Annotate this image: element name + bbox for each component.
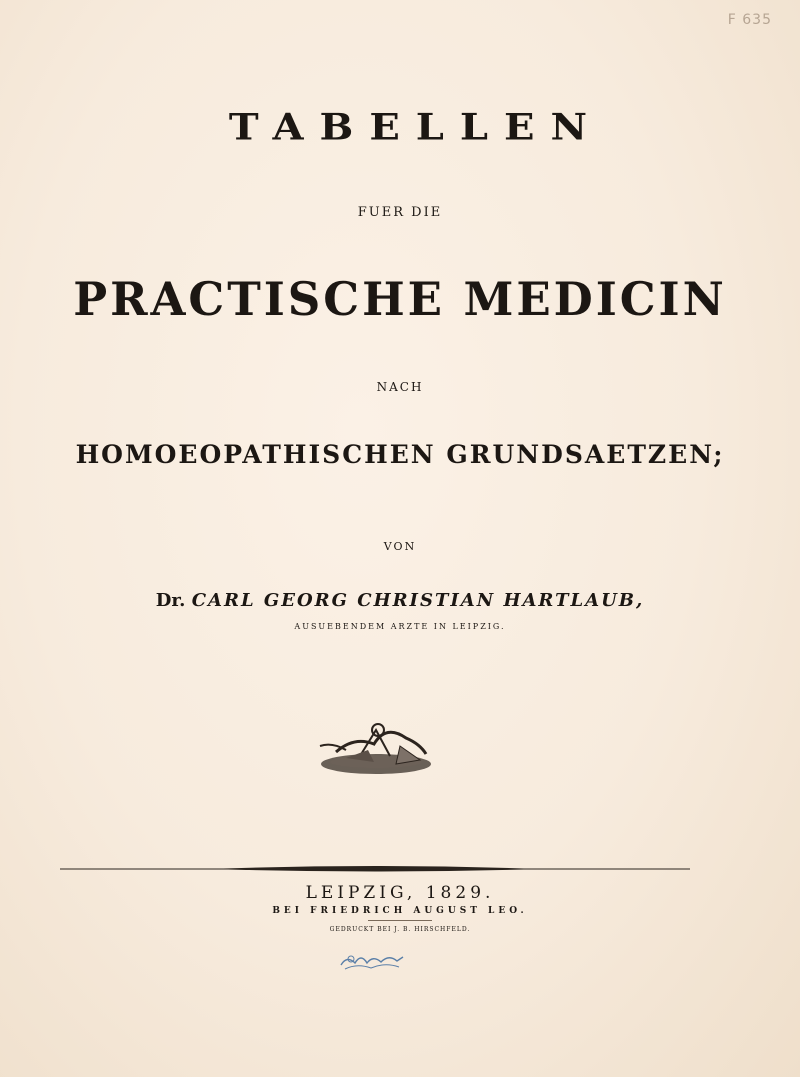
imprint-publisher: BEI FRIEDRICH AUGUST LEO. — [272, 906, 528, 916]
imprint-small-rule — [368, 920, 432, 921]
imprint-place-year: LEIPZIG, 1829. — [305, 883, 495, 903]
title-line-1: TABELLEN — [228, 106, 604, 149]
vignette-ornament-icon — [316, 716, 434, 778]
subtitle-fuer-die: FUER DIE — [357, 205, 443, 220]
author-profession: AUSUEBENDEM ARZTE IN LEIPZIG. — [294, 622, 506, 631]
title-line-2: PRACTISCHE MEDICIN — [73, 272, 727, 326]
divider-rule — [60, 865, 690, 873]
subtitle-von: VON — [383, 540, 417, 553]
shelfmark: F 635 — [727, 12, 772, 28]
author-line — [0, 590, 800, 611]
title-line-3: HOMOEOPATHISCHEN GRUNDSAETZEN; — [75, 440, 725, 469]
subtitle-nach: NACH — [376, 380, 424, 394]
library-stamp-icon — [337, 949, 407, 973]
author-name: CARL GEORG CHRISTIAN HARTLAUB, — [191, 590, 645, 611]
imprint-printer: GEDRUCKT BEI J. B. HIRSCHFELD. — [329, 926, 471, 933]
author-prefix: Dr. — [155, 590, 186, 611]
